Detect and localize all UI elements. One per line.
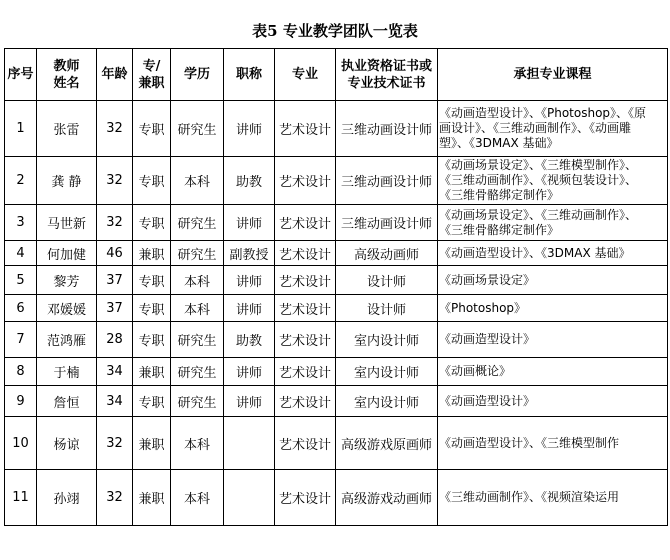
cell-seq: 4	[5, 241, 37, 266]
cell-seq: 1	[5, 101, 37, 157]
course-line: 画设计》、《三维动画制作》、《动画雕	[439, 121, 632, 135]
cell-age: 32	[97, 157, 133, 205]
cell-name: 黎芳	[37, 266, 97, 295]
header-cert: 执业资格证书或 专业技术证书	[336, 49, 438, 101]
cell-seq: 11	[5, 470, 37, 526]
cell-name: 范鸿雁	[37, 322, 97, 358]
cell-courses	[438, 295, 668, 322]
cell-name: 何加健	[37, 241, 97, 266]
course-line: 《三维动画制作》、《视频渲染运用	[439, 490, 620, 504]
cell-type: 专职	[133, 101, 171, 157]
header-type: 专/ 兼职	[133, 49, 171, 101]
cell-age: 32	[97, 417, 133, 470]
course-line: 《动画造型设计》、《三维模型制作	[439, 435, 620, 450]
course-line: 《三维骨骼绑定制作》	[439, 188, 560, 202]
cell-rank	[224, 470, 275, 526]
cell-seq: 3	[5, 205, 37, 241]
table-row	[5, 157, 668, 205]
cell-type: 兼职	[133, 241, 171, 266]
header-row	[5, 49, 668, 101]
cell-type: 专职	[133, 266, 171, 295]
course-line: 《Photoshop》	[439, 300, 527, 315]
cell-cert: 三维动画设计师	[336, 205, 438, 241]
cell-major: 艺术设计	[275, 470, 336, 526]
cell-rank: 讲师	[224, 386, 275, 417]
cell-age: 37	[97, 295, 133, 322]
cell-age: 34	[97, 386, 133, 417]
cell-rank: 讲师	[224, 101, 275, 157]
cell-courses	[438, 241, 668, 266]
cell-courses	[438, 205, 668, 241]
cell-edu: 研究生	[171, 322, 224, 358]
table-title: 表5 专业教学团队一览表	[252, 22, 418, 40]
cell-edu: 研究生	[171, 358, 224, 386]
cell-cert: 三维动画设计师	[336, 101, 438, 157]
cell-age: 37	[97, 266, 133, 295]
table-row	[5, 266, 668, 295]
course-line: 《三维动画制作》、《视频包装设计》、	[439, 173, 638, 187]
cell-seq: 5	[5, 266, 37, 295]
cell-rank: 副教授	[224, 241, 275, 266]
cell-edu: 研究生	[171, 386, 224, 417]
header-age: 年龄	[97, 49, 133, 101]
cell-type: 专职	[133, 295, 171, 322]
cell-type: 专职	[133, 322, 171, 358]
course-line: 《动画概论》	[439, 364, 512, 378]
cell-cert: 设计师	[336, 295, 438, 322]
teaching-team-table	[4, 48, 668, 526]
cell-edu: 本科	[171, 266, 224, 295]
cell-name: 龚 静	[37, 157, 97, 205]
table-row	[5, 358, 668, 386]
cell-rank: 助教	[224, 322, 275, 358]
cell-rank: 讲师	[224, 358, 275, 386]
cell-courses	[438, 266, 668, 295]
cell-edu: 研究生	[171, 241, 224, 266]
cell-courses	[438, 322, 668, 358]
table-row	[5, 295, 668, 322]
header-name: 教师 姓名	[37, 49, 97, 101]
cell-cert: 高级游戏动画师	[336, 470, 438, 526]
cell-name: 邓媛媛	[37, 295, 97, 322]
cell-major: 艺术设计	[275, 322, 336, 358]
course-line: 塑》、《3DMAX 基础》	[439, 136, 559, 150]
cell-courses	[438, 386, 668, 417]
cell-name: 孙翊	[37, 470, 97, 526]
table-row	[5, 205, 668, 241]
course-line: 《动画场景设定》、《三维模型制作》、	[439, 158, 638, 172]
cell-seq: 7	[5, 322, 37, 358]
cell-major: 艺术设计	[275, 386, 336, 417]
course-line: 《三维骨骼绑定制作》	[439, 222, 560, 237]
cell-seq: 10	[5, 417, 37, 470]
table-row	[5, 417, 668, 470]
cell-seq: 6	[5, 295, 37, 322]
cell-major: 艺术设计	[275, 241, 336, 266]
cell-major: 艺术设计	[275, 358, 336, 386]
cell-cert: 室内设计师	[336, 386, 438, 417]
cell-rank: 助教	[224, 157, 275, 205]
course-line: 《动画造型设计》、《3DMAX 基础》	[439, 245, 631, 260]
cell-age: 34	[97, 358, 133, 386]
cell-cert: 高级游戏原画师	[336, 417, 438, 470]
cell-age: 28	[97, 322, 133, 358]
cell-cert: 室内设计师	[336, 358, 438, 386]
cell-name: 詹恒	[37, 386, 97, 417]
cell-name: 杨谅	[37, 417, 97, 470]
cell-edu: 研究生	[171, 205, 224, 241]
cell-major: 艺术设计	[275, 417, 336, 470]
cell-courses	[438, 157, 668, 205]
course-line: 《动画场景设定》	[439, 272, 536, 287]
header-major: 专业	[275, 49, 336, 101]
cell-type: 兼职	[133, 470, 171, 526]
course-line: 《动画造型设计》、《Photoshop》、《原	[439, 106, 647, 120]
cell-major: 艺术设计	[275, 157, 336, 205]
cell-courses	[438, 470, 668, 526]
header-seq: 序号	[5, 49, 37, 101]
table-row	[5, 470, 668, 526]
cell-age: 32	[97, 205, 133, 241]
header-courses: 承担专业课程	[438, 49, 668, 101]
cell-type: 专职	[133, 386, 171, 417]
cell-cert: 高级动画师	[336, 241, 438, 266]
cell-seq: 2	[5, 157, 37, 205]
cell-type: 兼职	[133, 417, 171, 470]
cell-edu: 本科	[171, 157, 224, 205]
cell-courses	[438, 101, 668, 157]
cell-edu: 本科	[171, 295, 224, 322]
table-row	[5, 322, 668, 358]
table-row	[5, 101, 668, 157]
cell-edu: 本科	[171, 417, 224, 470]
cell-rank: 讲师	[224, 205, 275, 241]
cell-cert: 设计师	[336, 266, 438, 295]
cell-major: 艺术设计	[275, 101, 336, 157]
cell-age: 46	[97, 241, 133, 266]
cell-edu: 本科	[171, 470, 224, 526]
cell-cert: 室内设计师	[336, 322, 438, 358]
table-row	[5, 241, 668, 266]
cell-major: 艺术设计	[275, 295, 336, 322]
cell-rank: 讲师	[224, 295, 275, 322]
course-line: 《动画造型设计》	[439, 393, 536, 408]
course-line: 《动画造型设计》	[439, 332, 536, 346]
cell-major: 艺术设计	[275, 266, 336, 295]
cell-edu: 研究生	[171, 101, 224, 157]
cell-type: 兼职	[133, 358, 171, 386]
cell-rank	[224, 417, 275, 470]
cell-age: 32	[97, 101, 133, 157]
cell-cert: 三维动画设计师	[336, 157, 438, 205]
cell-rank: 讲师	[224, 266, 275, 295]
cell-type: 专职	[133, 205, 171, 241]
cell-courses	[438, 358, 668, 386]
cell-seq: 8	[5, 358, 37, 386]
course-line: 《动画场景设定》、《三维动画制作》、	[439, 207, 638, 222]
cell-name: 张雷	[37, 101, 97, 157]
cell-major: 艺术设计	[275, 205, 336, 241]
cell-courses	[438, 417, 668, 470]
cell-age: 32	[97, 470, 133, 526]
header-rank: 职称	[224, 49, 275, 101]
cell-seq: 9	[5, 386, 37, 417]
cell-type: 专职	[133, 157, 171, 205]
table-row	[5, 386, 668, 417]
cell-name: 于楠	[37, 358, 97, 386]
header-edu: 学历	[171, 49, 224, 101]
cell-name: 马世新	[37, 205, 97, 241]
